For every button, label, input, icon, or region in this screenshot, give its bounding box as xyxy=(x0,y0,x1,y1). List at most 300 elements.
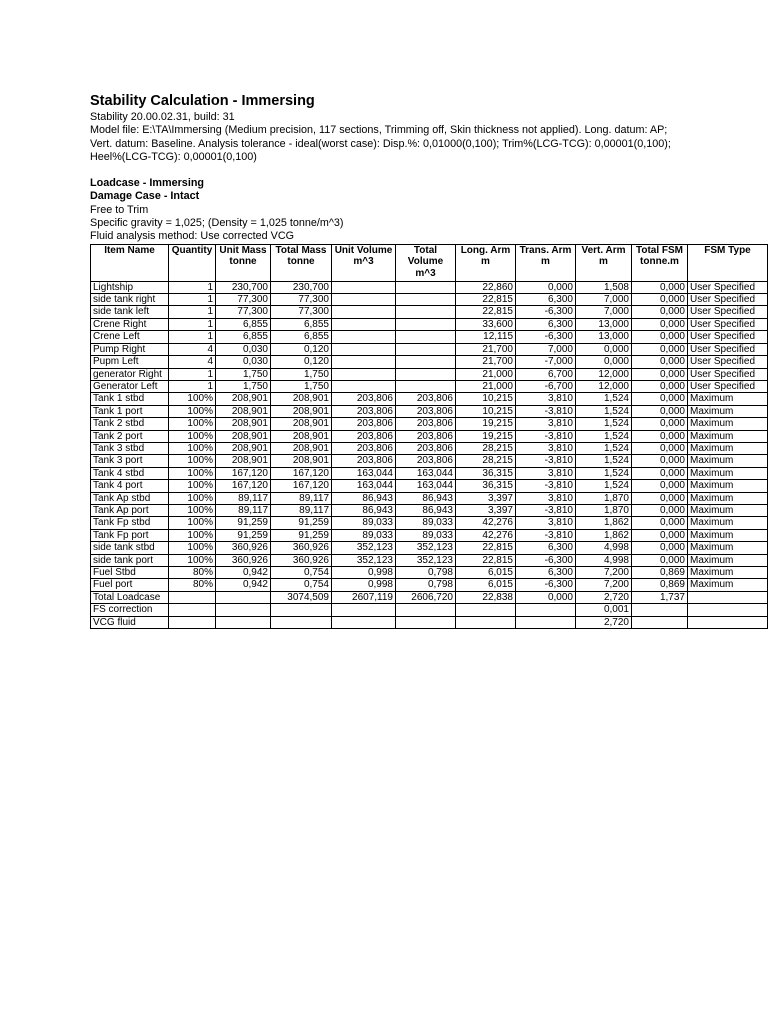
cell-total-fsm: 0,000 xyxy=(632,430,688,442)
cell-unit-volume: 203,806 xyxy=(332,393,396,405)
cell-fsm-type: User Specified xyxy=(688,281,768,293)
header-fsm-type: FSM Type xyxy=(688,244,768,281)
table-row xyxy=(91,467,768,479)
cell-trans-arm: 3,810 xyxy=(516,517,576,529)
cell-item-name: Tank 4 stbd xyxy=(91,467,169,479)
cell-unit-mass: 360,926 xyxy=(216,542,271,554)
cell-total-volume: 0,798 xyxy=(396,579,456,591)
cell-long-arm: 6,015 xyxy=(456,579,516,591)
cell-total-fsm: 0,000 xyxy=(632,306,688,318)
table-row xyxy=(91,306,768,318)
cell-quantity: 100% xyxy=(169,467,216,479)
cell-unit-mass: 360,926 xyxy=(216,554,271,566)
cell-trans-arm: -6,700 xyxy=(516,380,576,392)
gravity-line: Specific gravity = 1,025; (Density = 1,025 tonne/m^3) xyxy=(90,217,344,230)
cell-unit-mass: 1,750 xyxy=(216,368,271,380)
cell-item-name: Tank 2 stbd xyxy=(91,418,169,430)
cell-long-arm: 42,276 xyxy=(456,517,516,529)
cell-total-fsm xyxy=(632,616,688,628)
cell-total-fsm: 0,000 xyxy=(632,529,688,541)
cell-vert-arm: 1,524 xyxy=(576,418,632,430)
table-row xyxy=(91,405,768,417)
cell-unit-volume: 203,806 xyxy=(332,430,396,442)
cell-unit-volume: 89,033 xyxy=(332,517,396,529)
cell-total-mass: 3074,509 xyxy=(271,591,332,603)
cell-unit-mass: 89,117 xyxy=(216,504,271,516)
cell-item-name: side tank left xyxy=(91,306,169,318)
cell-total-volume: 86,943 xyxy=(396,504,456,516)
cell-total-volume xyxy=(396,356,456,368)
table-row xyxy=(91,294,768,306)
cell-total-volume: 89,033 xyxy=(396,529,456,541)
cell-quantity: 1 xyxy=(169,318,216,330)
cell-item-name: Tank 1 port xyxy=(91,405,169,417)
cell-quantity: 80% xyxy=(169,579,216,591)
cell-vert-arm: 13,000 xyxy=(576,331,632,343)
cell-total-fsm: 0,000 xyxy=(632,294,688,306)
cell-long-arm: 21,000 xyxy=(456,380,516,392)
cell-trans-arm xyxy=(516,616,576,628)
cell-total-volume: 203,806 xyxy=(396,442,456,454)
cell-trans-arm: -3,810 xyxy=(516,405,576,417)
cell-quantity: 100% xyxy=(169,455,216,467)
cell-vert-arm: 0,000 xyxy=(576,343,632,355)
cell-total-fsm: 0,000 xyxy=(632,331,688,343)
cell-long-arm: 22,815 xyxy=(456,306,516,318)
cell-quantity: 100% xyxy=(169,554,216,566)
header-total-fsm: Total FSM tonne.m xyxy=(632,244,688,281)
table-row xyxy=(91,368,768,380)
cell-fsm-type: Maximum xyxy=(688,554,768,566)
spacer xyxy=(90,164,760,177)
cell-total-mass: 208,901 xyxy=(271,393,332,405)
cell-long-arm: 22,815 xyxy=(456,554,516,566)
cell-unit-mass: 77,300 xyxy=(216,306,271,318)
cell-total-volume: 352,123 xyxy=(396,542,456,554)
cell-vert-arm: 1,524 xyxy=(576,430,632,442)
cell-quantity xyxy=(169,591,216,603)
cell-total-fsm: 1,737 xyxy=(632,591,688,603)
cell-fsm-type: User Specified xyxy=(688,356,768,368)
cell-total-mass: 208,901 xyxy=(271,442,332,454)
cell-trans-arm: -6,300 xyxy=(516,331,576,343)
cell-trans-arm: 3,810 xyxy=(516,442,576,454)
table-row xyxy=(91,554,768,566)
cell-fsm-type: User Specified xyxy=(688,331,768,343)
table-row xyxy=(91,442,768,454)
cell-unit-volume xyxy=(332,306,396,318)
cell-total-fsm: 0,000 xyxy=(632,467,688,479)
table-row xyxy=(91,591,768,603)
cell-trans-arm: 3,810 xyxy=(516,393,576,405)
loadcase-table xyxy=(90,244,768,629)
cell-total-volume xyxy=(396,343,456,355)
cell-quantity: 100% xyxy=(169,492,216,504)
cell-quantity: 4 xyxy=(169,343,216,355)
cell-unit-mass: 208,901 xyxy=(216,405,271,417)
cell-fsm-type: Maximum xyxy=(688,529,768,541)
cell-total-fsm: 0,000 xyxy=(632,504,688,516)
cell-total-fsm: 0,869 xyxy=(632,567,688,579)
cell-item-name: FS correction xyxy=(91,604,169,616)
cell-total-volume: 89,033 xyxy=(396,517,456,529)
cell-item-name: generator Right xyxy=(91,368,169,380)
cell-item-name: Crene Left xyxy=(91,331,169,343)
cell-long-arm: 36,315 xyxy=(456,480,516,492)
cell-unit-volume: 0,998 xyxy=(332,579,396,591)
cell-fsm-type: User Specified xyxy=(688,343,768,355)
cell-unit-volume: 0,998 xyxy=(332,567,396,579)
cell-fsm-type: User Specified xyxy=(688,306,768,318)
cell-quantity: 1 xyxy=(169,306,216,318)
cell-unit-volume xyxy=(332,356,396,368)
header-vert-arm: Vert. Arm m xyxy=(576,244,632,281)
cell-quantity: 100% xyxy=(169,480,216,492)
cell-total-fsm: 0,869 xyxy=(632,579,688,591)
cell-total-fsm: 0,000 xyxy=(632,356,688,368)
cell-unit-mass: 91,259 xyxy=(216,529,271,541)
cell-unit-volume xyxy=(332,604,396,616)
cell-fsm-type: Maximum xyxy=(688,430,768,442)
cell-total-mass: 208,901 xyxy=(271,430,332,442)
cell-unit-volume: 2607,119 xyxy=(332,591,396,603)
cell-unit-mass: 0,942 xyxy=(216,579,271,591)
cell-vert-arm: 2,720 xyxy=(576,591,632,603)
cell-trans-arm: 0,000 xyxy=(516,591,576,603)
table-row xyxy=(91,604,768,616)
cell-total-mass xyxy=(271,604,332,616)
cell-unit-mass: 208,901 xyxy=(216,455,271,467)
cell-total-volume: 2606,720 xyxy=(396,591,456,603)
cell-unit-mass: 230,700 xyxy=(216,281,271,293)
cell-trans-arm: -7,000 xyxy=(516,356,576,368)
cell-long-arm: 22,815 xyxy=(456,294,516,306)
cell-fsm-type: Maximum xyxy=(688,567,768,579)
cell-trans-arm: -6,300 xyxy=(516,579,576,591)
cell-quantity: 1 xyxy=(169,331,216,343)
cell-long-arm: 22,860 xyxy=(456,281,516,293)
cell-item-name: side tank port xyxy=(91,554,169,566)
cell-unit-volume: 352,123 xyxy=(332,554,396,566)
trim-line: Free to Trim xyxy=(90,203,149,216)
table-row xyxy=(91,318,768,330)
cell-vert-arm: 1,524 xyxy=(576,393,632,405)
cell-long-arm: 36,315 xyxy=(456,467,516,479)
damage-case-heading: Damage Case - Intact xyxy=(90,190,200,203)
cell-unit-mass: 167,120 xyxy=(216,480,271,492)
cell-unit-volume: 203,806 xyxy=(332,405,396,417)
cell-unit-volume: 203,806 xyxy=(332,455,396,467)
table-row xyxy=(91,480,768,492)
cell-fsm-type: Maximum xyxy=(688,393,768,405)
cell-total-mass: 0,120 xyxy=(271,343,332,355)
cell-unit-mass: 6,855 xyxy=(216,318,271,330)
cell-total-mass: 167,120 xyxy=(271,467,332,479)
cell-total-mass: 89,117 xyxy=(271,492,332,504)
cell-trans-arm: 3,810 xyxy=(516,418,576,430)
cell-total-fsm: 0,000 xyxy=(632,480,688,492)
cell-total-fsm: 0,000 xyxy=(632,542,688,554)
cell-item-name: Total Loadcase xyxy=(91,591,169,603)
cell-long-arm: 10,215 xyxy=(456,405,516,417)
cell-total-volume xyxy=(396,331,456,343)
table-body xyxy=(91,281,768,628)
cell-total-mass: 6,855 xyxy=(271,318,332,330)
cell-total-volume: 163,044 xyxy=(396,467,456,479)
cell-trans-arm: 3,810 xyxy=(516,492,576,504)
cell-long-arm: 28,215 xyxy=(456,455,516,467)
header-total-volume: Total Volume m^3 xyxy=(396,244,456,281)
cell-fsm-type: User Specified xyxy=(688,380,768,392)
cell-total-mass: 6,855 xyxy=(271,331,332,343)
cell-unit-volume xyxy=(332,331,396,343)
cell-trans-arm: 6,300 xyxy=(516,542,576,554)
cell-total-mass: 360,926 xyxy=(271,554,332,566)
cell-fsm-type: User Specified xyxy=(688,368,768,380)
cell-item-name: Crene Right xyxy=(91,318,169,330)
header-long-arm: Long. Arm m xyxy=(456,244,516,281)
cell-trans-arm: -3,810 xyxy=(516,480,576,492)
cell-total-volume xyxy=(396,604,456,616)
cell-unit-mass xyxy=(216,616,271,628)
cell-item-name: VCG fluid xyxy=(91,616,169,628)
cell-unit-mass: 6,855 xyxy=(216,331,271,343)
cell-vert-arm: 1,862 xyxy=(576,529,632,541)
cell-total-fsm: 0,000 xyxy=(632,405,688,417)
fluid-line: Fluid analysis method: Use corrected VCG xyxy=(90,230,295,243)
cell-total-volume xyxy=(396,368,456,380)
cell-total-mass: 208,901 xyxy=(271,455,332,467)
cell-item-name: side tank stbd xyxy=(91,542,169,554)
cell-total-mass: 91,259 xyxy=(271,529,332,541)
cell-total-volume: 203,806 xyxy=(396,393,456,405)
version-line: Stability 20.00.02.31, build: 31 xyxy=(90,111,235,123)
cell-item-name: Tank 4 port xyxy=(91,480,169,492)
cell-fsm-type: Maximum xyxy=(688,504,768,516)
cell-total-volume: 203,806 xyxy=(396,455,456,467)
cell-item-name: Tank Fp port xyxy=(91,529,169,541)
cell-long-arm xyxy=(456,616,516,628)
cell-quantity: 1 xyxy=(169,294,216,306)
header-unit-mass: Unit Mass tonne xyxy=(216,244,271,281)
cell-vert-arm: 1,524 xyxy=(576,442,632,454)
cell-vert-arm: 1,870 xyxy=(576,492,632,504)
cell-unit-volume xyxy=(332,343,396,355)
table-row xyxy=(91,356,768,368)
cell-vert-arm: 7,000 xyxy=(576,294,632,306)
cell-long-arm: 6,015 xyxy=(456,567,516,579)
cell-fsm-type: Maximum xyxy=(688,492,768,504)
cell-item-name: side tank right xyxy=(91,294,169,306)
cell-quantity xyxy=(169,616,216,628)
cell-vert-arm: 12,000 xyxy=(576,380,632,392)
cell-unit-mass xyxy=(216,604,271,616)
cell-vert-arm: 1,508 xyxy=(576,281,632,293)
cell-total-mass: 1,750 xyxy=(271,368,332,380)
cell-trans-arm: -6,300 xyxy=(516,554,576,566)
header-item-name: Item Name xyxy=(91,244,169,281)
cell-total-volume: 0,798 xyxy=(396,567,456,579)
table-row xyxy=(91,504,768,516)
cell-total-volume: 203,806 xyxy=(396,430,456,442)
cell-fsm-type: Maximum xyxy=(688,418,768,430)
cell-item-name: Pump Right xyxy=(91,343,169,355)
cell-vert-arm: 1,862 xyxy=(576,517,632,529)
cell-total-mass: 208,901 xyxy=(271,418,332,430)
cell-item-name: Pupm Left xyxy=(91,356,169,368)
document-page xyxy=(90,92,760,629)
table-row xyxy=(91,616,768,628)
cell-total-mass: 1,750 xyxy=(271,380,332,392)
cell-vert-arm: 7,200 xyxy=(576,579,632,591)
cell-unit-mass: 91,259 xyxy=(216,517,271,529)
cell-total-volume xyxy=(396,616,456,628)
cell-total-fsm: 0,000 xyxy=(632,380,688,392)
cell-total-volume xyxy=(396,318,456,330)
header-total-mass: Total Mass tonne xyxy=(271,244,332,281)
cell-trans-arm: -3,810 xyxy=(516,430,576,442)
cell-quantity: 100% xyxy=(169,405,216,417)
cell-unit-volume xyxy=(332,380,396,392)
cell-long-arm: 21,000 xyxy=(456,368,516,380)
cell-quantity: 1 xyxy=(169,281,216,293)
cell-item-name: Fuel Stbd xyxy=(91,567,169,579)
cell-vert-arm: 1,524 xyxy=(576,405,632,417)
table-row xyxy=(91,579,768,591)
cell-unit-mass xyxy=(216,591,271,603)
cell-total-volume xyxy=(396,294,456,306)
cell-total-mass: 0,120 xyxy=(271,356,332,368)
cell-total-mass: 360,926 xyxy=(271,542,332,554)
document-title: Stability Calculation - Immersing xyxy=(90,93,315,109)
cell-unit-mass: 0,030 xyxy=(216,356,271,368)
cell-vert-arm: 7,000 xyxy=(576,306,632,318)
cell-item-name: Tank Ap stbd xyxy=(91,492,169,504)
cell-long-arm: 3,397 xyxy=(456,492,516,504)
cell-item-name: Tank 3 stbd xyxy=(91,442,169,454)
cell-unit-volume: 203,806 xyxy=(332,442,396,454)
cell-unit-volume: 86,943 xyxy=(332,504,396,516)
cell-total-fsm: 0,000 xyxy=(632,393,688,405)
table-row xyxy=(91,430,768,442)
table-row xyxy=(91,380,768,392)
header-unit-volume: Unit Volume m^3 xyxy=(332,244,396,281)
cell-total-volume: 86,943 xyxy=(396,492,456,504)
cell-long-arm: 42,276 xyxy=(456,529,516,541)
cell-total-volume xyxy=(396,306,456,318)
cell-total-mass: 77,300 xyxy=(271,306,332,318)
cell-quantity: 100% xyxy=(169,504,216,516)
cell-unit-volume xyxy=(332,368,396,380)
cell-unit-volume: 203,806 xyxy=(332,418,396,430)
cell-trans-arm: 0,000 xyxy=(516,281,576,293)
cell-total-fsm: 0,000 xyxy=(632,281,688,293)
cell-fsm-type: Maximum xyxy=(688,467,768,479)
cell-vert-arm: 13,000 xyxy=(576,318,632,330)
cell-trans-arm: 6,700 xyxy=(516,368,576,380)
cell-total-mass: 167,120 xyxy=(271,480,332,492)
loadcase-heading: Loadcase - Immersing xyxy=(90,177,205,190)
cell-fsm-type: Maximum xyxy=(688,480,768,492)
cell-quantity: 100% xyxy=(169,542,216,554)
cell-quantity: 100% xyxy=(169,529,216,541)
cell-vert-arm: 4,998 xyxy=(576,542,632,554)
cell-total-fsm: 0,000 xyxy=(632,368,688,380)
cell-long-arm: 28,215 xyxy=(456,442,516,454)
cell-trans-arm: -6,300 xyxy=(516,306,576,318)
cell-unit-volume xyxy=(332,294,396,306)
table-row xyxy=(91,567,768,579)
cell-unit-volume xyxy=(332,281,396,293)
cell-trans-arm: 6,300 xyxy=(516,294,576,306)
cell-total-fsm: 0,000 xyxy=(632,492,688,504)
cell-total-fsm: 0,000 xyxy=(632,455,688,467)
cell-vert-arm: 0,001 xyxy=(576,604,632,616)
cell-total-fsm xyxy=(632,604,688,616)
cell-quantity: 100% xyxy=(169,430,216,442)
cell-total-fsm: 0,000 xyxy=(632,517,688,529)
cell-total-volume xyxy=(396,380,456,392)
cell-trans-arm: 3,810 xyxy=(516,467,576,479)
cell-quantity: 100% xyxy=(169,442,216,454)
cell-item-name: Tank Ap port xyxy=(91,504,169,516)
table-row xyxy=(91,517,768,529)
cell-total-fsm: 0,000 xyxy=(632,442,688,454)
cell-total-mass: 230,700 xyxy=(271,281,332,293)
cell-vert-arm: 1,524 xyxy=(576,480,632,492)
cell-quantity xyxy=(169,604,216,616)
cell-long-arm: 22,838 xyxy=(456,591,516,603)
cell-unit-mass: 1,750 xyxy=(216,380,271,392)
cell-unit-mass: 0,942 xyxy=(216,567,271,579)
cell-fsm-type: User Specified xyxy=(688,294,768,306)
header-trans-arm: Trans. Arm m xyxy=(516,244,576,281)
cell-total-fsm: 0,000 xyxy=(632,554,688,566)
cell-vert-arm: 1,870 xyxy=(576,504,632,516)
cell-total-mass xyxy=(271,616,332,628)
table-row xyxy=(91,418,768,430)
cell-fsm-type: Maximum xyxy=(688,542,768,554)
cell-vert-arm: 12,000 xyxy=(576,368,632,380)
cell-long-arm: 21,700 xyxy=(456,343,516,355)
cell-quantity: 100% xyxy=(169,418,216,430)
cell-trans-arm: -3,810 xyxy=(516,504,576,516)
cell-quantity: 100% xyxy=(169,517,216,529)
cell-long-arm: 33,600 xyxy=(456,318,516,330)
cell-trans-arm: -3,810 xyxy=(516,529,576,541)
cell-unit-mass: 0,030 xyxy=(216,343,271,355)
cell-quantity: 1 xyxy=(169,368,216,380)
cell-total-mass: 77,300 xyxy=(271,294,332,306)
cell-total-fsm: 0,000 xyxy=(632,418,688,430)
cell-fsm-type: User Specified xyxy=(688,318,768,330)
cell-unit-mass: 77,300 xyxy=(216,294,271,306)
cell-unit-volume xyxy=(332,318,396,330)
table-row xyxy=(91,529,768,541)
cell-unit-volume: 163,044 xyxy=(332,467,396,479)
cell-unit-volume: 89,033 xyxy=(332,529,396,541)
cell-item-name: Lightship xyxy=(91,281,169,293)
cell-total-mass: 0,754 xyxy=(271,579,332,591)
cell-unit-mass: 167,120 xyxy=(216,467,271,479)
cell-trans-arm xyxy=(516,604,576,616)
cell-trans-arm: -3,810 xyxy=(516,455,576,467)
cell-vert-arm: 0,000 xyxy=(576,356,632,368)
cell-total-fsm: 0,000 xyxy=(632,343,688,355)
table-row xyxy=(91,343,768,355)
cell-trans-arm: 6,300 xyxy=(516,567,576,579)
cell-total-volume: 203,806 xyxy=(396,405,456,417)
